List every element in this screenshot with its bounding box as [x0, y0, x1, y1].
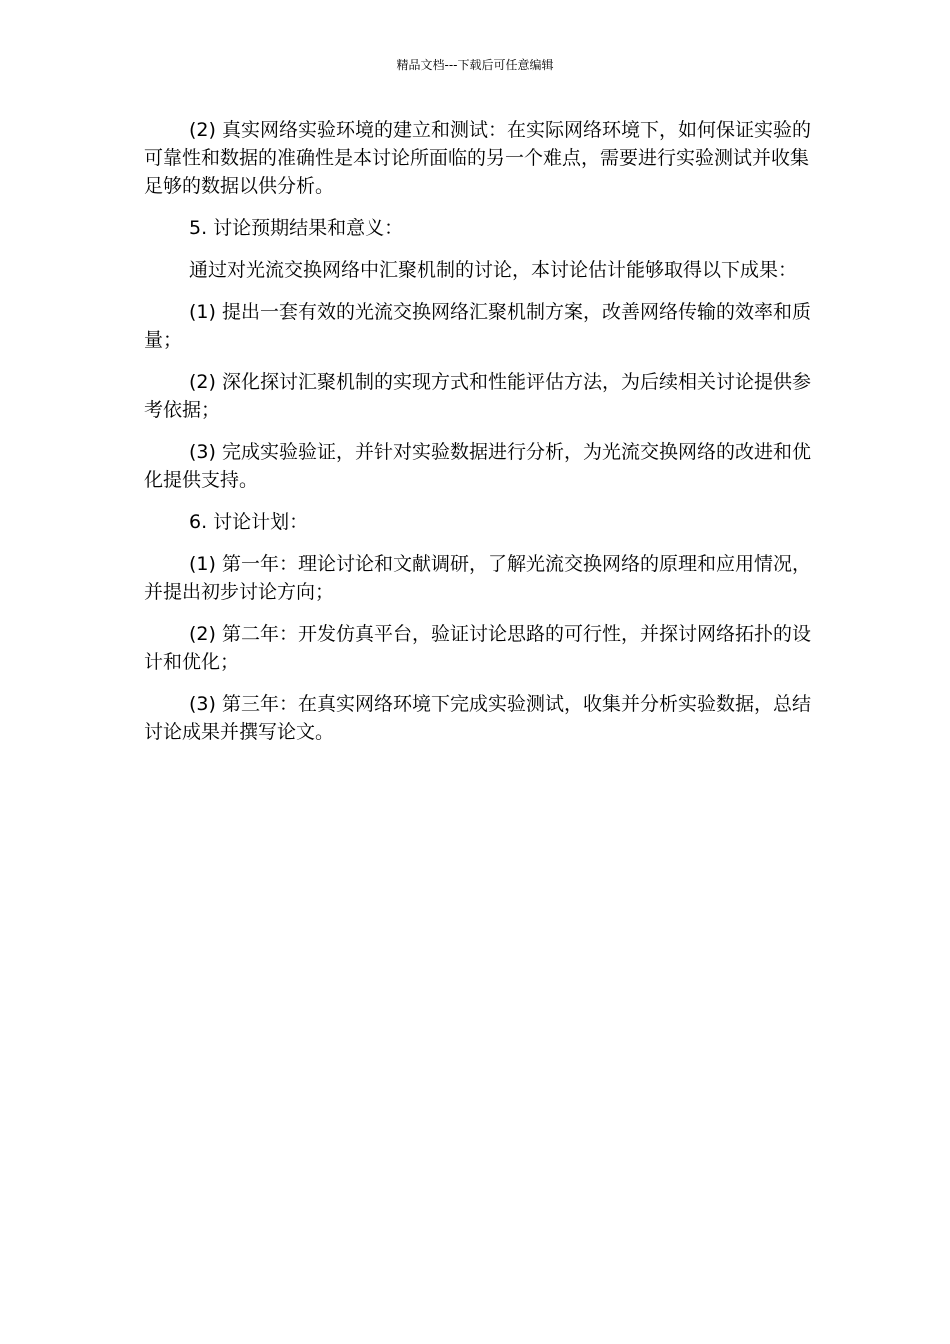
paragraph-result-2: (2) 深化探讨汇聚机制的实现方式和性能评估方法，为后续相关讨论提供参考依据；: [144, 371, 811, 421]
paragraph-plan-year-1: (1) 第一年：理论讨论和文献调研，了解光流交换网络的原理和应用情况，并提出初步讨论方向；: [144, 553, 811, 603]
paragraph-result-1: (1) 提出一套有效的光流交换网络汇聚机制方案，改善网络传输的效率和质量；: [144, 301, 811, 351]
document-body: [144, 116, 820, 760]
heading-research-plan: 6. 讨论计划：: [189, 511, 309, 533]
paragraph-plan-year-2: (2) 第二年：开发仿真平台，验证讨论思路的可行性，并探讨网络拓扑的设计和优化；: [144, 623, 811, 673]
paragraph-results-intro: 通过对光流交换网络中汇聚机制的讨论，本讨论估计能够取得以下成果：: [189, 259, 798, 281]
page-header: 精品文档---下载后可任意编辑: [396, 58, 554, 72]
paragraph-real-network-testing: (2) 真实网络实验环境的建立和测试：在实际网络环境下，如何保证实验的可靠性和数据的准确性是本讨论所面临的另一个难点，需要进行实验测试并收集足够的数据以供分析。: [144, 119, 811, 197]
paragraph-plan-year-3: (3) 第三年：在真实网络环境下完成实验测试，收集并分析实验数据，总结讨论成果并撰写论文。: [144, 693, 811, 743]
paragraph-result-3: (3) 完成实验验证，并针对实验数据进行分析，为光流交换网络的改进和优化提供支持。: [144, 441, 811, 491]
heading-expected-results: 5. 讨论预期结果和意义：: [189, 217, 404, 239]
